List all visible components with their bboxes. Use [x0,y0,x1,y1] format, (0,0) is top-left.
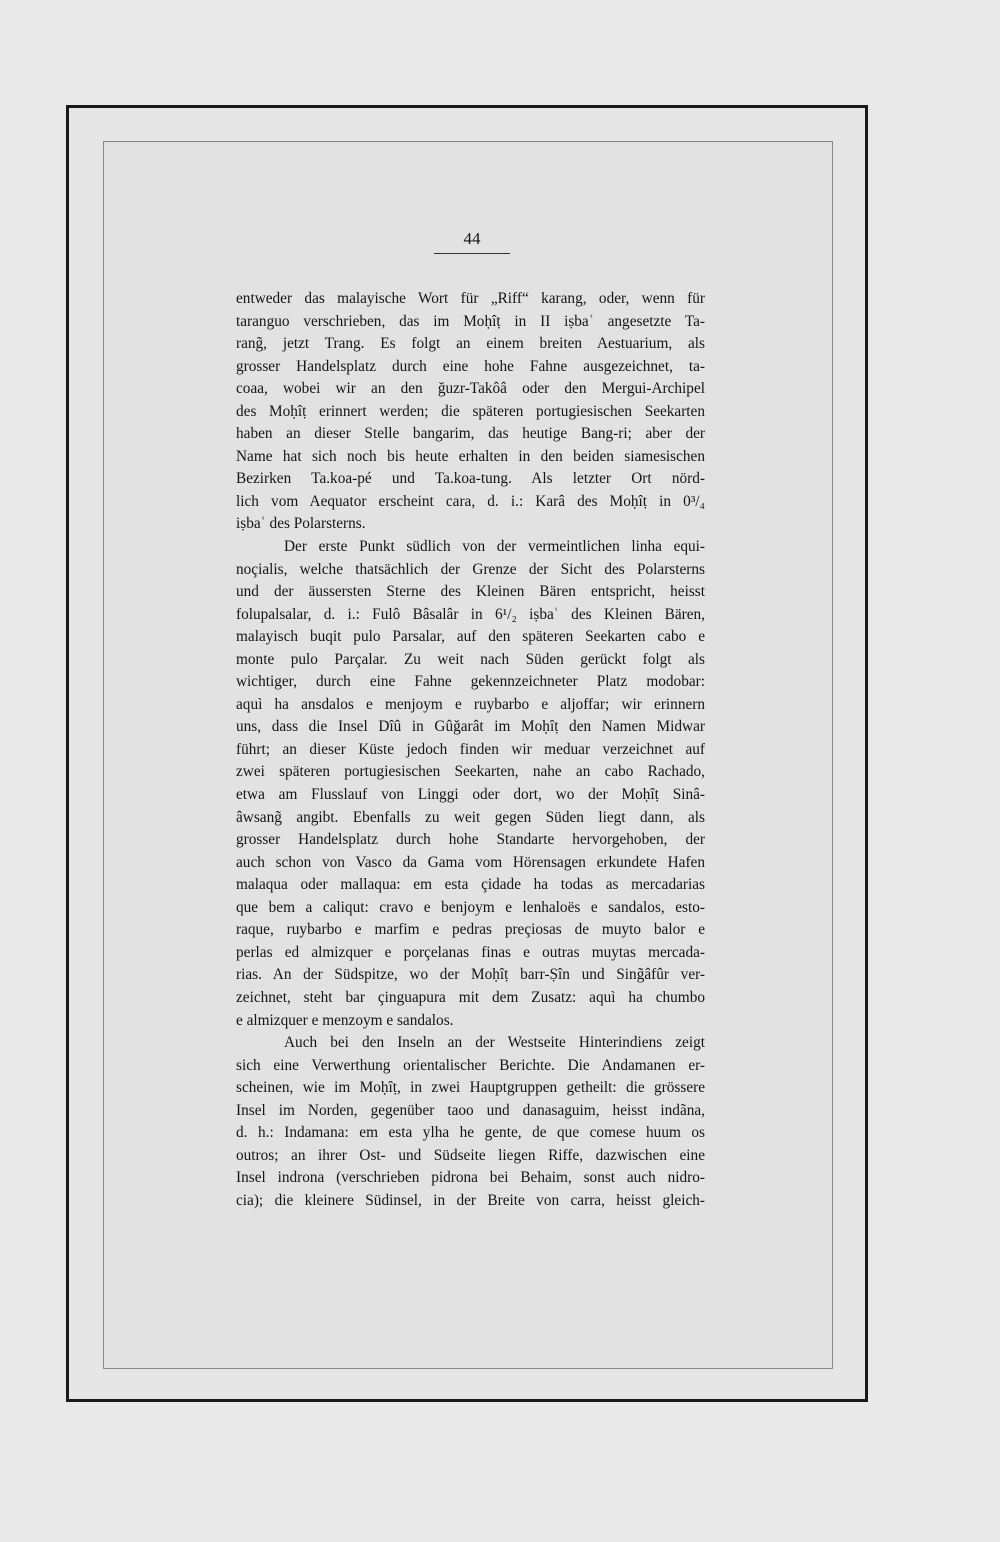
text-line: rias. An der Südspitze, wo der Moḥîṭ barr-Ṣîn und Sing̃âfûr ver- [236,966,705,984]
text-line: Name hat sich noch bis heute erhalten in den beiden siamesischen [236,447,705,465]
body-text [236,288,705,1212]
text-line: e almizquer e menzoym e sandalos. [236,1011,454,1029]
text-line: aquì ha ansdalos e menjoym e ruybarbo e aljoffar; wir erinnern [236,695,705,713]
text-line: entweder das malayische Wort für „Riff“ karang, oder, wenn für [236,290,705,307]
text-line: Insel indrona (verschrieben pidrona bei Behaim, sonst auch nidro- [236,1169,705,1187]
text-line: perlas ed almizquer e porçelanas finas e outras muytas mercada- [236,943,705,961]
text-line: wichtiger, durch eine Fahne gekennzeichneter Platz modobar: [236,673,705,691]
text-line: Bezirken Ta.koa-pé und Ta.koa-tung. Als letzter Ort nörd- [236,470,705,488]
text-line: coaa, wobei wir an den ǧuzr-Takôâ oder den Mergui-Archipel [236,380,705,398]
text-line: outros; an ihrer Ost- und Südseite liegen Riffe, dazwischen eine [236,1146,705,1164]
text-line: Auch bei den Inseln an der Westseite Hinterindiens zeigt [284,1034,705,1052]
text-line: sich eine Verwerthung orientalischer Berichte. Die Andamanen er- [236,1056,705,1074]
text-line: malayisch buqit pulo Parsalar, auf den späteren Seekarten cabo e [236,628,705,646]
text-line: und der äussersten Sterne des Kleinen Bären entspricht, heisst [236,583,705,601]
text-line: zwei späteren portugiesischen Seekarten, nahe an cabo Rachado, [236,763,705,781]
text-line: zeichnet, steht bar çinguapura mit dem Zusatz: aquì ha chumbo [236,988,705,1006]
text-line: noçialis, welche thatsächlich der Grenze der Sicht des Polarsterns [236,560,705,578]
text-line: malaqua oder mallaqua: em esta çidade ha todas as mercadarias [236,876,705,894]
text-line: iṣbaʿ des Polarsterns. [236,515,366,533]
text-line: führt; an dieser Küste jedoch finden wir meduar verzeichnet auf [236,740,705,758]
text-line: folupalsalar, d. i.: Fulô Bâsalâr in 6¹/₂ iṣbaʿ des Kleinen Bären, [236,605,705,623]
text-line: cia); die kleinere Südinsel, in der Breite von carra, heisst gleich- [236,1191,705,1209]
text-line: des Moḥîṭ erinnert werden; die späteren portugiesischen Seekarten [236,402,705,420]
text-line: auch schon von Vasco da Gama vom Hörensagen erkundete Hafen [236,853,705,871]
text-line: etwa am Flusslauf von Linggi oder dort, wo der Moḥîṭ Sinâ- [236,786,705,804]
text-line: âwsang̃ angibt. Ebenfalls zu weit gegen Süden liegt dann, als [236,808,705,826]
text-line: que bem a caliqut: cravo e benjoym e lenhaloës e sandalos, esto- [236,898,705,916]
text-line: Insel im Norden, gegenüber taoo und danasaguim, heisst indãna, [236,1101,705,1119]
text-line: uns, dass die Insel Dîû in Gûǧarât im Moḥîṭ den Namen Midwar [236,718,705,736]
text-line: lich vom Aequator erscheint cara, d. i.: Karâ des Moḥîṭ in 0³/₄ [236,492,705,510]
page-number-rule [434,253,510,254]
text-line: Der erste Punkt südlich von der vermeintlichen linha equi- [284,538,705,556]
text-line: monte pulo Parçalar. Zu weit nach Süden gerückt folgt als [236,650,705,668]
text-line: grosser Handelsplatz durch eine hohe Fahne ausgezeichnet, ta- [236,357,705,375]
text-line: taranguo verschrieben, das im Moḥîṭ in II iṣbaʿ angesetzte Ta- [236,312,705,330]
page-number: 44 [463,229,481,248]
text-line: grosser Handelsplatz durch hohe Standarte hervorgehoben, der [236,831,705,849]
text-line: rang̃, jetzt Trang. Es folgt an einem breiten Aestuarium, als [236,335,705,353]
text-line: raque, ruybarbo e marfim e pedras preçiosas de muyto balor e [236,921,705,939]
text-line: haben an dieser Stelle bangarim, das heutige Bang-ri; aber der [236,425,705,443]
text-line: d. h.: Indamana: em esta ylha he gente, de que comese huum os [236,1124,705,1142]
text-line: scheinen, wie im Moḥîṭ, in zwei Hauptgruppen getheilt: die grössere [236,1079,705,1097]
